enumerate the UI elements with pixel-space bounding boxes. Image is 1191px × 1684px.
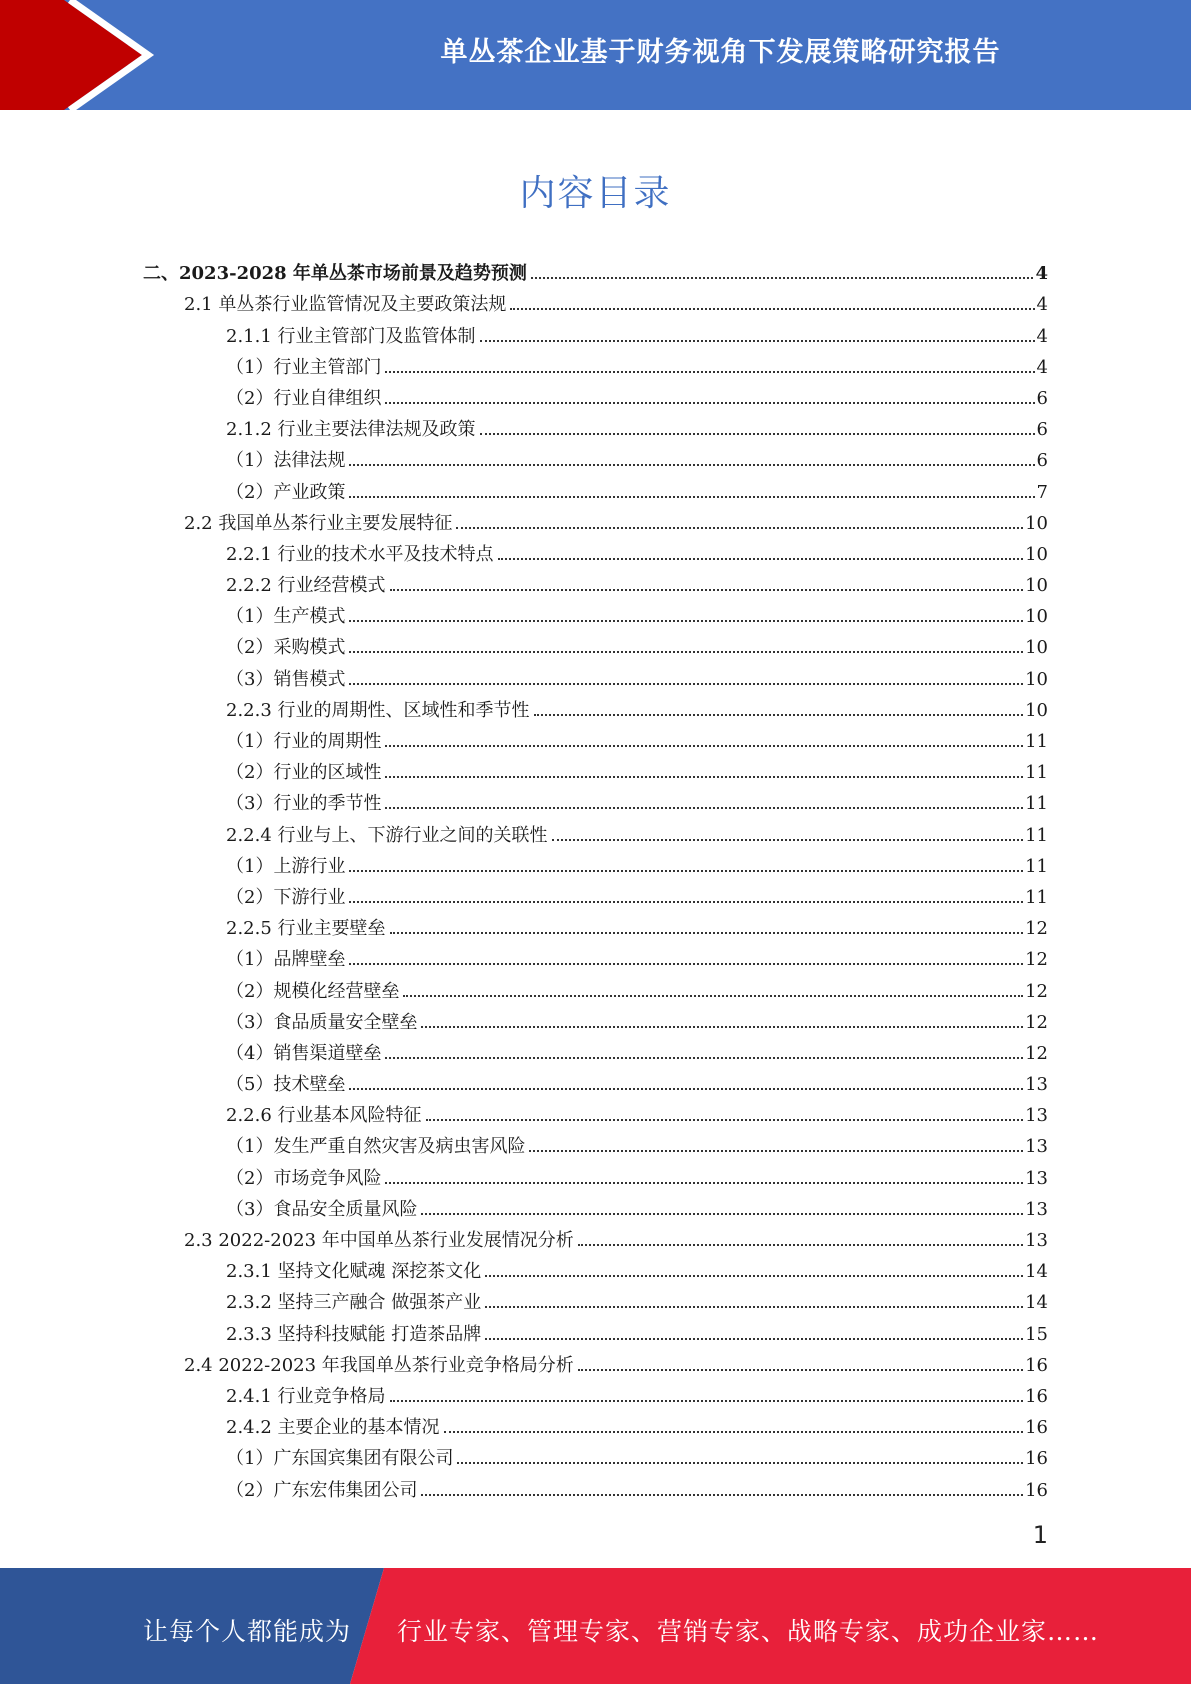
toc-dot-leader <box>510 308 1034 310</box>
toc-entry[interactable] <box>0 285 1191 316</box>
toc-dot-leader <box>390 1400 1024 1402</box>
toc-entry[interactable] <box>0 1408 1191 1439</box>
toc-dot-leader <box>403 995 1023 997</box>
footer-slogan-left: 让每个人都能成为 <box>143 1617 352 1646</box>
toc-entry-page: 16 <box>1025 1385 1048 1407</box>
toc-entry-page: 13 <box>1025 1105 1048 1127</box>
toc-entry-page: 13 <box>1025 1198 1048 1220</box>
toc-entry[interactable] <box>0 659 1191 690</box>
table-of-contents <box>0 254 1191 1502</box>
toc-dot-leader <box>578 1244 1023 1246</box>
toc-entry[interactable] <box>0 316 1191 347</box>
toc-entry[interactable] <box>0 1252 1191 1283</box>
toc-dot-leader <box>485 1275 1023 1277</box>
toc-entry[interactable] <box>0 1314 1191 1345</box>
toc-entry-label: （1）行业主管部门 <box>226 356 382 378</box>
toc-dot-leader <box>498 558 1024 560</box>
toc-dot-leader <box>385 402 1034 404</box>
toc-dot-leader <box>349 1088 1023 1090</box>
page-footer <box>0 1568 1191 1684</box>
toc-entry-page: 10 <box>1025 606 1048 628</box>
toc-entry-label: （5）技术壁垒 <box>226 1074 346 1096</box>
toc-dot-leader <box>480 433 1035 435</box>
toc-dot-leader <box>349 620 1023 622</box>
toc-entry-label: 2.4.1 行业竞争格局 <box>226 1385 386 1407</box>
toc-entry[interactable] <box>0 1065 1191 1096</box>
toc-entry-label: （1）行业的周期性 <box>226 731 382 752</box>
toc-entry-page: 10 <box>1025 543 1048 565</box>
toc-entry-page: 13 <box>1025 1167 1048 1189</box>
toc-entry-page: 12 <box>1025 918 1048 940</box>
toc-entry-label: 2.4 2022-2023 年我国单丛茶行业竞争格局分析 <box>184 1354 574 1376</box>
toc-entry[interactable] <box>0 753 1191 784</box>
toc-dot-leader <box>578 1369 1023 1371</box>
toc-entry[interactable] <box>0 1470 1191 1501</box>
header-chevron-decoration <box>0 0 160 110</box>
toc-dot-leader <box>385 1057 1023 1059</box>
toc-dot-leader <box>385 1182 1023 1184</box>
toc-entry-label: 2.3.2 坚持三产融合 做强茶产业 <box>226 1292 482 1314</box>
toc-entry-label: （3）行业的季节性 <box>226 793 382 815</box>
toc-entry-page: 16 <box>1025 1479 1048 1501</box>
toc-entry-page: 16 <box>1025 1448 1048 1470</box>
toc-entry-label: 2.4.2 主要企业的基本情况 <box>226 1417 440 1439</box>
toc-entry-label: 2.3.3 坚持科技赋能 打造茶品牌 <box>226 1323 482 1345</box>
toc-entry-page: 12 <box>1025 1042 1048 1064</box>
toc-entry-page: 4 <box>1036 294 1048 316</box>
toc-entry-label: （2）下游行业 <box>226 886 346 908</box>
toc-dot-leader <box>385 807 1023 809</box>
toc-dot-leader <box>349 496 1034 498</box>
toc-entry-label: 2.2.4 行业与上、下游行业之间的关联性 <box>226 824 548 846</box>
toc-dot-leader <box>349 683 1023 685</box>
toc-entry-page: 10 <box>1025 699 1048 721</box>
toc-entry-label: （1）品牌壁垒 <box>226 949 346 971</box>
toc-entry-page: 6 <box>1036 450 1048 472</box>
toc-dot-leader <box>390 589 1024 591</box>
toc-entry[interactable] <box>0 784 1191 815</box>
toc-entry-label: （1）发生严重自然灾害及病虫害风险 <box>226 1136 526 1158</box>
toc-entry-label: （3）销售模式 <box>226 668 346 690</box>
toc-entry[interactable] <box>0 1283 1191 1314</box>
toc-entry-label: 2.3 2022-2023 年中国单丛茶行业发展情况分析 <box>184 1230 574 1251</box>
toc-entry[interactable] <box>0 1221 1191 1252</box>
toc-entry-label: 2.3.1 坚持文化赋魂 深挖茶文化 <box>226 1261 482 1283</box>
toc-entry[interactable] <box>0 722 1191 753</box>
toc-entry[interactable] <box>0 379 1191 410</box>
toc-entry-label: 二、2023-2028 年单丛茶市场前景及趋势预测 <box>143 263 527 285</box>
toc-entry-page: 15 <box>1025 1323 1048 1345</box>
toc-dot-leader <box>349 963 1023 965</box>
toc-entry-label: （2）规模化经营壁垒 <box>226 980 400 1002</box>
toc-entry-page: 11 <box>1025 793 1048 815</box>
toc-entry[interactable] <box>0 348 1191 379</box>
toc-dot-leader <box>485 1338 1023 1340</box>
toc-entry[interactable] <box>0 628 1191 659</box>
toc-entry-label: 2.2 我国单丛茶行业主要发展特征 <box>184 512 453 534</box>
toc-entry-page: 12 <box>1025 1011 1048 1033</box>
toc-dot-leader <box>426 1119 1024 1121</box>
toc-entry[interactable] <box>0 504 1191 535</box>
toc-entry-label: （1）生产模式 <box>226 606 346 628</box>
toc-entry-label: （4）销售渠道壁垒 <box>226 1042 382 1064</box>
toc-dot-leader <box>349 870 1023 872</box>
toc-entry[interactable] <box>0 254 1191 285</box>
toc-entry[interactable] <box>0 1190 1191 1221</box>
toc-dot-leader <box>552 839 1024 841</box>
toc-entry-page: 16 <box>1025 1354 1048 1376</box>
toc-entry-label: 2.1.1 行业主管部门及监管体制 <box>226 325 476 347</box>
toc-entry[interactable] <box>0 971 1191 1002</box>
toc-entry[interactable] <box>0 878 1191 909</box>
toc-entry[interactable] <box>0 1003 1191 1034</box>
toc-entry-page: 10 <box>1025 575 1048 597</box>
toc-dot-leader <box>457 1462 1023 1464</box>
toc-entry[interactable] <box>0 1346 1191 1377</box>
toc-entry[interactable] <box>0 1439 1191 1470</box>
toc-entry-label: （1）上游行业 <box>226 855 346 877</box>
toc-dot-leader <box>385 371 1034 373</box>
toc-entry[interactable] <box>0 1377 1191 1408</box>
toc-entry[interactable] <box>0 566 1191 597</box>
toc-entry[interactable] <box>0 410 1191 441</box>
page-header <box>0 0 1191 110</box>
toc-entry-page: 6 <box>1036 419 1048 441</box>
toc-entry-label: （1）法律法规 <box>226 450 346 472</box>
toc-entry-page: 11 <box>1025 886 1048 908</box>
toc-dot-leader <box>349 651 1023 653</box>
toc-entry[interactable] <box>0 597 1191 628</box>
toc-dot-leader <box>485 1306 1023 1308</box>
toc-entry-page: 11 <box>1025 824 1048 846</box>
toc-entry[interactable] <box>0 1096 1191 1127</box>
toc-dot-leader <box>421 1494 1023 1496</box>
toc-entry-label: （1）广东国宾集团有限公司 <box>226 1448 454 1470</box>
toc-dot-leader <box>385 745 1023 747</box>
toc-entry[interactable] <box>0 1034 1191 1065</box>
toc-entry-page: 14 <box>1025 1261 1048 1283</box>
toc-dot-leader <box>480 340 1035 342</box>
toc-dot-leader <box>349 901 1023 903</box>
toc-entry-label: （2）采购模式 <box>226 637 346 659</box>
toc-entry-label: 2.2.1 行业的技术水平及技术特点 <box>226 543 494 565</box>
toc-entry-label: （2）广东宏伟集团公司 <box>226 1479 418 1501</box>
toc-entry-page: 13 <box>1025 1230 1048 1251</box>
toc-dot-leader <box>534 714 1024 716</box>
footer-slogan-right: 行业专家、管理专家、营销专家、战略专家、成功企业家…… <box>397 1617 1100 1646</box>
toc-entry-page: 10 <box>1025 668 1048 690</box>
toc-entry-page: 4 <box>1036 325 1048 347</box>
toc-entry[interactable] <box>0 535 1191 566</box>
toc-entry-label: （2）产业政策 <box>226 481 346 503</box>
toc-entry-page: 11 <box>1025 855 1048 877</box>
toc-entry-label: （2）行业自律组织 <box>226 387 382 409</box>
toc-entry[interactable] <box>0 472 1191 503</box>
toc-entry[interactable] <box>0 691 1191 722</box>
toc-entry-page: 4 <box>1035 263 1048 285</box>
toc-entry[interactable] <box>0 441 1191 472</box>
toc-entry-page: 13 <box>1025 1136 1048 1158</box>
toc-entry-label: （2）市场竞争风险 <box>226 1167 382 1189</box>
toc-entry-page: 16 <box>1025 1417 1048 1439</box>
toc-entry-label: （3）食品质量安全壁垒 <box>226 1011 418 1033</box>
toc-dot-leader <box>349 464 1034 466</box>
toc-entry-label: 2.1 单丛茶行业监管情况及主要政策法规 <box>184 294 507 316</box>
toc-entry[interactable] <box>0 1158 1191 1189</box>
toc-entry[interactable] <box>0 940 1191 971</box>
toc-entry[interactable] <box>0 909 1191 940</box>
toc-dot-leader <box>456 527 1023 529</box>
toc-entry-page: 7 <box>1036 481 1048 503</box>
toc-entry-page: 6 <box>1036 387 1048 409</box>
toc-dot-leader <box>421 1026 1023 1028</box>
toc-entry-page: 14 <box>1025 1292 1048 1314</box>
toc-entry-page: 12 <box>1025 949 1048 971</box>
toc-entry[interactable] <box>0 1127 1191 1158</box>
toc-entry-label: 2.2.6 行业基本风险特征 <box>226 1105 422 1127</box>
toc-entry[interactable] <box>0 847 1191 878</box>
toc-dot-leader <box>444 1431 1024 1433</box>
toc-entry-page: 11 <box>1025 731 1048 752</box>
toc-dot-leader <box>531 277 1034 279</box>
page-number: 1 <box>1032 1521 1048 1549</box>
toc-entry-page: 10 <box>1025 512 1048 534</box>
toc-entry-label: （3）食品安全质量风险 <box>226 1198 418 1220</box>
toc-entry-label: 2.2.5 行业主要壁垒 <box>226 918 386 940</box>
toc-entry-page: 13 <box>1025 1074 1048 1096</box>
toc-dot-leader <box>421 1213 1023 1215</box>
toc-entry-label: （2）行业的区域性 <box>226 762 382 784</box>
toc-entry-page: 4 <box>1036 356 1048 378</box>
toc-entry-label: 2.2.3 行业的周期性、区域性和季节性 <box>226 699 530 721</box>
toc-dot-leader <box>390 932 1024 934</box>
toc-entry-page: 10 <box>1025 637 1048 659</box>
toc-dot-leader <box>385 776 1023 778</box>
toc-entry-label: 2.2.2 行业经营模式 <box>226 575 386 597</box>
report-title: 单丛茶企业基于财务视角下发展策略研究报告 <box>440 37 1001 68</box>
toc-entry[interactable] <box>0 815 1191 846</box>
toc-entry-page: 11 <box>1025 762 1048 784</box>
toc-heading: 内容目录 <box>519 173 672 214</box>
toc-entry-page: 12 <box>1025 980 1048 1002</box>
toc-dot-leader <box>529 1150 1023 1152</box>
toc-entry-label: 2.1.2 行业主要法律法规及政策 <box>226 419 476 441</box>
